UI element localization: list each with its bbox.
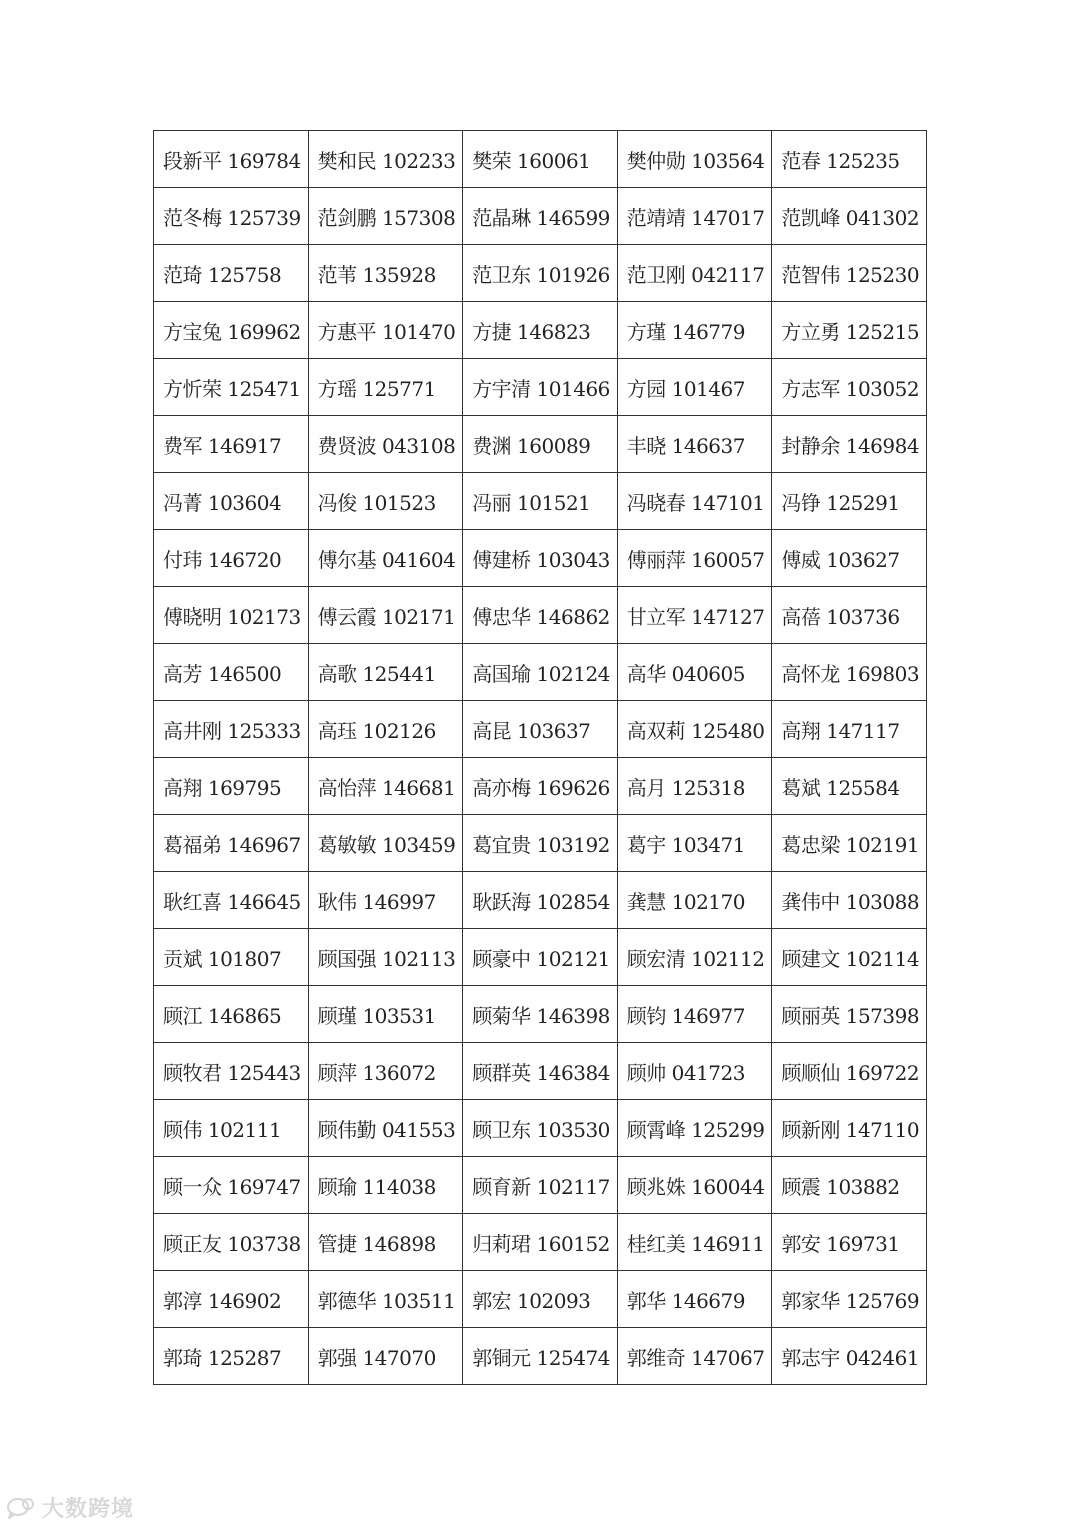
table-cell: 范卫东 101926 — [463, 245, 618, 302]
table-cell: 高华 040605 — [617, 644, 772, 701]
table-cell: 耿伟 146997 — [308, 872, 463, 929]
table-row — [154, 644, 927, 701]
table-row — [154, 302, 927, 359]
table-cell: 冯菁 103604 — [154, 473, 309, 530]
table-cell: 顾菊华 146398 — [463, 986, 618, 1043]
table-row — [154, 1100, 927, 1157]
table-row — [154, 701, 927, 758]
table-cell: 冯俊 101523 — [308, 473, 463, 530]
table-cell: 桂红美 146911 — [617, 1214, 772, 1271]
table-row — [154, 815, 927, 872]
table-cell: 顾伟 102111 — [154, 1100, 309, 1157]
table-cell: 樊仲勋 103564 — [617, 131, 772, 188]
table-row — [154, 1328, 927, 1385]
table-cell: 范苇 135928 — [308, 245, 463, 302]
table-cell: 高月 125318 — [617, 758, 772, 815]
table-cell: 高国瑜 102124 — [463, 644, 618, 701]
table-cell: 高井刚 125333 — [154, 701, 309, 758]
table-cell: 葛敏敏 103459 — [308, 815, 463, 872]
table-row — [154, 131, 927, 188]
table-cell: 顾新刚 147110 — [772, 1100, 927, 1157]
table-cell: 顾兆姝 160044 — [617, 1157, 772, 1214]
table-cell: 顾瑜 114038 — [308, 1157, 463, 1214]
table-cell: 范卫刚 042117 — [617, 245, 772, 302]
table-cell: 郭淳 146902 — [154, 1271, 309, 1328]
table-cell: 冯丽 101521 — [463, 473, 618, 530]
table-cell: 管捷 146898 — [308, 1214, 463, 1271]
table-cell: 葛宜贵 103192 — [463, 815, 618, 872]
table-cell: 高亦梅 169626 — [463, 758, 618, 815]
table-row — [154, 1214, 927, 1271]
table-cell: 郭华 146679 — [617, 1271, 772, 1328]
table-cell: 高翔 147117 — [772, 701, 927, 758]
chat-bubble-logo-icon — [6, 1496, 36, 1520]
table-cell: 高怀龙 169803 — [772, 644, 927, 701]
table-row — [154, 1043, 927, 1100]
table-cell: 樊荣 160061 — [463, 131, 618, 188]
table-row — [154, 416, 927, 473]
table-row — [154, 530, 927, 587]
table-cell: 冯铮 125291 — [772, 473, 927, 530]
table-cell: 方捷 146823 — [463, 302, 618, 359]
table-cell: 顾霄峰 125299 — [617, 1100, 772, 1157]
table-cell: 郭家华 125769 — [772, 1271, 927, 1328]
table-cell: 傅尔基 041604 — [308, 530, 463, 587]
table-row — [154, 872, 927, 929]
table-cell: 封静余 146984 — [772, 416, 927, 473]
table-cell: 冯晓春 147101 — [617, 473, 772, 530]
table-cell: 顾震 103882 — [772, 1157, 927, 1214]
table-cell: 方宝兔 169962 — [154, 302, 309, 359]
table-cell: 顾江 146865 — [154, 986, 309, 1043]
table-cell: 傅建桥 103043 — [463, 530, 618, 587]
table-cell: 郭宏 102093 — [463, 1271, 618, 1328]
table-cell: 郭琦 125287 — [154, 1328, 309, 1385]
table-cell: 顾钧 146977 — [617, 986, 772, 1043]
table-cell: 顾牧君 125443 — [154, 1043, 309, 1100]
table-cell: 方宇清 101466 — [463, 359, 618, 416]
table-cell: 郭安 169731 — [772, 1214, 927, 1271]
table-row — [154, 986, 927, 1043]
table-cell: 高昆 103637 — [463, 701, 618, 758]
table-cell: 顾正友 103738 — [154, 1214, 309, 1271]
table-cell: 高蓓 103736 — [772, 587, 927, 644]
table-cell: 高芳 146500 — [154, 644, 309, 701]
table-cell: 郭强 147070 — [308, 1328, 463, 1385]
table-cell: 方志军 103052 — [772, 359, 927, 416]
table-cell: 费军 146917 — [154, 416, 309, 473]
table-cell: 范晶琳 146599 — [463, 188, 618, 245]
table-cell: 顾卫东 103530 — [463, 1100, 618, 1157]
table-cell: 顾帅 041723 — [617, 1043, 772, 1100]
table-cell: 傅丽萍 160057 — [617, 530, 772, 587]
table-cell: 葛斌 125584 — [772, 758, 927, 815]
table-cell: 费渊 160089 — [463, 416, 618, 473]
table-cell: 贡斌 101807 — [154, 929, 309, 986]
watermark-text: 大数跨境 — [42, 1497, 135, 1522]
table-cell: 顾群英 146384 — [463, 1043, 618, 1100]
table-cell: 傅晓明 102173 — [154, 587, 309, 644]
table-cell: 方惠平 101470 — [308, 302, 463, 359]
table-cell: 费贤波 043108 — [308, 416, 463, 473]
table-cell: 郭铜元 125474 — [463, 1328, 618, 1385]
table-cell: 范琦 125758 — [154, 245, 309, 302]
table-cell: 高怡萍 146681 — [308, 758, 463, 815]
table-row — [154, 188, 927, 245]
table-cell: 葛福弟 146967 — [154, 815, 309, 872]
table-cell: 傅威 103627 — [772, 530, 927, 587]
table-cell: 郭德华 103511 — [308, 1271, 463, 1328]
table-row — [154, 587, 927, 644]
table-cell: 龚慧 102170 — [617, 872, 772, 929]
table-cell: 方园 101467 — [617, 359, 772, 416]
table-cell: 甘立军 147127 — [617, 587, 772, 644]
table-cell: 龚伟中 103088 — [772, 872, 927, 929]
table-cell: 顾宏清 102112 — [617, 929, 772, 986]
table-cell: 顾瑾 103531 — [308, 986, 463, 1043]
table-cell: 方忻荣 125471 — [154, 359, 309, 416]
table-cell: 葛宇 103471 — [617, 815, 772, 872]
table-cell: 高歌 125441 — [308, 644, 463, 701]
table-cell: 范智伟 125230 — [772, 245, 927, 302]
table-cell: 归莉珺 160152 — [463, 1214, 618, 1271]
table-row — [154, 359, 927, 416]
watermark — [6, 1492, 134, 1523]
table-row — [154, 758, 927, 815]
table-cell: 范靖靖 147017 — [617, 188, 772, 245]
table-cell: 顾萍 136072 — [308, 1043, 463, 1100]
table-cell: 顾一众 169747 — [154, 1157, 309, 1214]
table-row — [154, 1271, 927, 1328]
table-cell: 顾伟勤 041553 — [308, 1100, 463, 1157]
table-cell: 顾豪中 102121 — [463, 929, 618, 986]
table-cell: 范冬梅 125739 — [154, 188, 309, 245]
table-body — [154, 131, 927, 1385]
table-cell: 顾育新 102117 — [463, 1157, 618, 1214]
table-cell: 傅云霞 102171 — [308, 587, 463, 644]
table-cell: 丰晓 146637 — [617, 416, 772, 473]
table-cell: 段新平 169784 — [154, 131, 309, 188]
table-cell: 方立勇 125215 — [772, 302, 927, 359]
table-cell: 付玮 146720 — [154, 530, 309, 587]
table-row — [154, 245, 927, 302]
table-row — [154, 929, 927, 986]
table-cell: 高珏 102126 — [308, 701, 463, 758]
table-cell: 郭志宇 042461 — [772, 1328, 927, 1385]
table-cell: 傅忠华 146862 — [463, 587, 618, 644]
table-row — [154, 1157, 927, 1214]
table-cell: 方瑶 125771 — [308, 359, 463, 416]
table-cell: 范凯峰 041302 — [772, 188, 927, 245]
table-cell: 顾丽英 157398 — [772, 986, 927, 1043]
table-row — [154, 473, 927, 530]
table-cell: 樊和民 102233 — [308, 131, 463, 188]
table-cell: 高双莉 125480 — [617, 701, 772, 758]
table-cell: 范剑鹏 157308 — [308, 188, 463, 245]
name-id-table — [153, 130, 927, 1385]
table-cell: 范春 125235 — [772, 131, 927, 188]
table-cell: 葛忠梁 102191 — [772, 815, 927, 872]
table-cell: 郭维奇 147067 — [617, 1328, 772, 1385]
table-cell: 高翔 169795 — [154, 758, 309, 815]
table-cell: 顾建文 102114 — [772, 929, 927, 986]
table-cell: 顾顺仙 169722 — [772, 1043, 927, 1100]
table-cell: 耿跃海 102854 — [463, 872, 618, 929]
table-cell: 耿红喜 146645 — [154, 872, 309, 929]
table-cell: 顾国强 102113 — [308, 929, 463, 986]
table-cell: 方瑾 146779 — [617, 302, 772, 359]
